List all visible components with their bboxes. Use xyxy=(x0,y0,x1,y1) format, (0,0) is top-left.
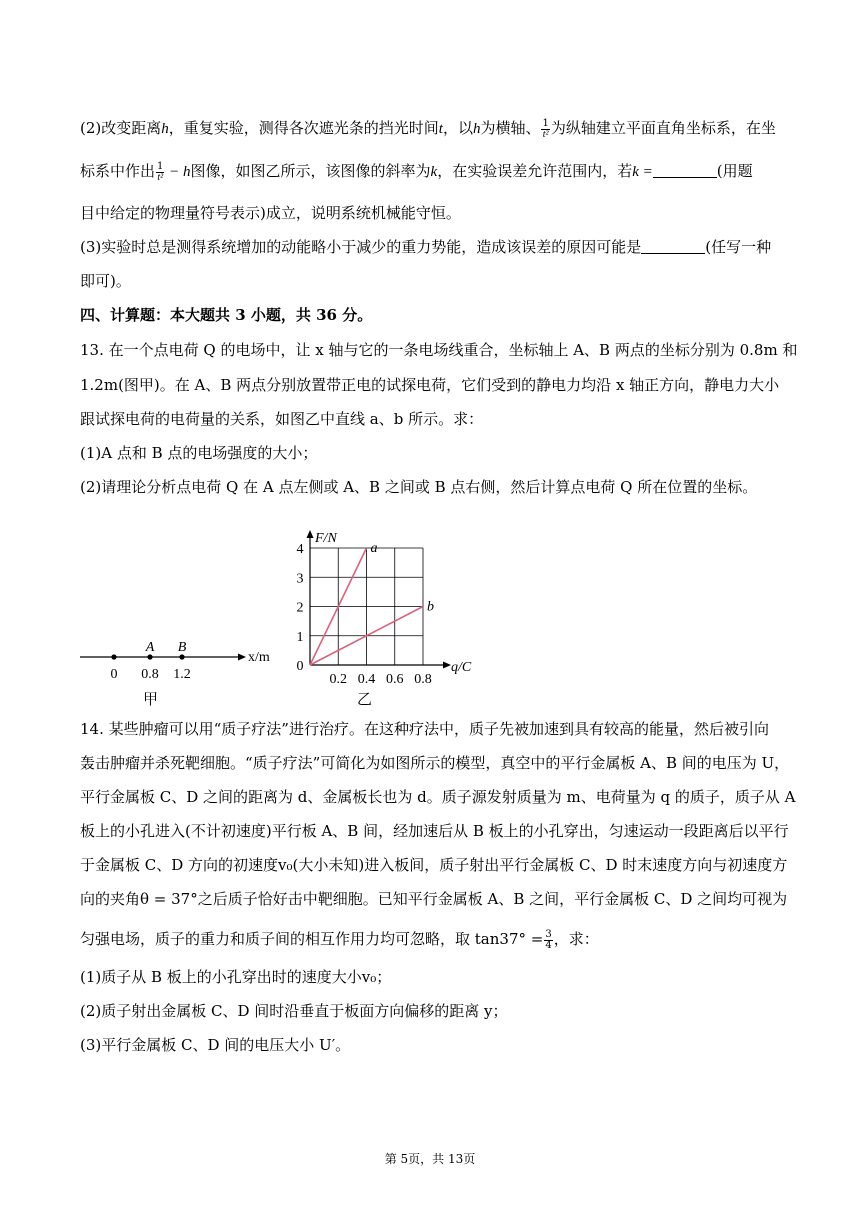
q13-part1: (1)A 点和 B 点的电场强度的大小； xyxy=(80,444,318,462)
answer-blank[interactable] xyxy=(653,162,717,178)
point-origin xyxy=(111,654,116,659)
q14-line6: 向的夹角θ = 37°之后质子恰好击中靶细胞。已知平行金属板 A、B 之间，平行金属板 C、D 之间均可视为 xyxy=(80,890,788,908)
q14-line4: 板上的小孔进入(不计初速度)平行板 A、B 间，经加速后从 B 板上的小孔穿出，匀速运动一段距离后以平行 xyxy=(80,822,789,840)
figure-yi-chart xyxy=(285,525,485,690)
text: (任写一种 xyxy=(705,238,772,256)
minus-h: − h xyxy=(165,164,191,180)
origin-label: 0 xyxy=(296,659,304,674)
series-label-b: b xyxy=(427,599,434,615)
figure-yi-caption: 乙 xyxy=(357,690,373,708)
q14-line3: 平行金属板 C、D 之间的距离为 d、金属板长也为 d。质子源发射质量为 m、电荷量为 q 的质子，质子从 A xyxy=(80,788,796,806)
q14-line1: 14. 某些肿瘤可以用“质子疗法”进行治疗。在这种疗法中，质子先被加速到具有较高的能量，然后被引向 xyxy=(80,720,769,738)
x-axis-arrow xyxy=(443,662,451,669)
text: (用题 xyxy=(716,162,753,180)
symbol-h: h xyxy=(161,121,169,137)
y-axis-arrow xyxy=(307,530,314,538)
x-axis-label: x/m xyxy=(248,650,270,665)
text: 图像，如图乙所示，该图像的斜率为 xyxy=(190,162,431,180)
q14-part3: (3)平行金属板 C、D 间的电压大小 U′。 xyxy=(80,1036,351,1054)
text: ，求： xyxy=(553,930,599,948)
q13-line3: 跟试探电荷的电荷量的关系，如图乙中直线 a、b 所示。求： xyxy=(80,410,484,428)
symbol-k: k xyxy=(430,164,438,180)
text: 标系中作出 xyxy=(80,162,156,180)
text: ，重复实验，测得各次遮光条的挡光时间 xyxy=(168,119,439,137)
figure-jia-caption: 甲 xyxy=(143,690,159,708)
y-tick-label: 4 xyxy=(296,542,304,557)
q14-line7 xyxy=(80,928,599,951)
q14-line5: 于金属板 C、D 方向的初速度v₀(大小未知)进入板间，质子射出平行金属板 C、D 时末速度方向与初速度方 xyxy=(80,856,788,874)
series-label-a: a xyxy=(370,541,378,556)
text: (2)改变距离 xyxy=(80,119,162,137)
x-tick-label: 0.4 xyxy=(357,672,376,687)
x-axis-arrow xyxy=(238,654,246,661)
q13-line2: 1.2m(图甲)。在 A、B 两点分别放置带正电的试探电荷，它们受到的静电力均沿 x 轴正方向，静电力大小 xyxy=(80,376,780,394)
q12-part2-line2 xyxy=(80,160,753,183)
y-axis-label: F/N xyxy=(315,531,337,546)
y-tick-label: 2 xyxy=(296,600,304,616)
q14-part2: (2)质子射出金属板 C、D 间时沿垂直于板面方向偏移的距离 y； xyxy=(80,1002,508,1020)
text: ，以 xyxy=(442,119,473,137)
x-axis-label: q/C xyxy=(451,660,472,675)
x-tick-label: 0.6 xyxy=(386,672,404,687)
fraction-3-over-4: $\frac{3}{4}$ xyxy=(545,928,552,951)
text: ，在实验误差允许范围内，若 xyxy=(437,162,633,180)
label-B: B xyxy=(177,640,187,655)
text: 匀强电场，质子的重力和质子间的相互作用力均可忽略，取 tan37° = xyxy=(80,930,544,948)
text: (3)实验时总是测得系统增加的动能略小于减少的重力势能，造成该误差的原因可能是 xyxy=(80,238,642,256)
q12-part3-line1 xyxy=(80,236,771,258)
section-heading: 四、计算题：本大题共 3 小题，共 36 分。 xyxy=(80,306,373,324)
page-footer: 第 5页，共 13页 xyxy=(384,1152,476,1166)
text: 为横轴、 xyxy=(480,119,541,137)
symbol-h: h xyxy=(472,121,481,137)
text: 为纵轴建立平面直角坐标系，在坐 xyxy=(550,119,776,137)
q12-part2-line1 xyxy=(80,117,776,140)
k-equals: k = xyxy=(632,164,653,180)
tick-0.8: 0.8 xyxy=(141,667,159,682)
q12-part3-line2: 即可)。 xyxy=(80,272,131,290)
figure-jia-number-line xyxy=(78,630,288,690)
q14-line2: 轰击肿瘤并杀死靶细胞。“质子疗法”可简化为如图所示的模型，真空中的平行金属板 A、B 间的电压为 U， xyxy=(80,754,790,772)
q14-part1: (1)质子从 B 板上的小孔穿出时的速度大小v₀； xyxy=(80,968,392,986)
tick-1.2: 1.2 xyxy=(173,667,191,682)
x-tick-label: 0.2 xyxy=(329,672,347,687)
fraction-1-over-t2: $\frac{1}{\text{t²}}$ xyxy=(157,160,164,183)
point-A xyxy=(147,654,152,659)
y-tick-label: 3 xyxy=(296,571,304,587)
q13-part2: (2)请理论分析点电荷 Q 在 A 点左侧或 A、B 之间或 B 点右侧，然后计算点电荷 Q 所在位置的坐标。 xyxy=(80,478,758,496)
q13-line1: 13. 在一个点电荷 Q 的电场中，让 x 轴与它的一条电场线重合，坐标轴上 A、B 两点的坐标分别为 0.8m 和 xyxy=(80,341,798,359)
point-B xyxy=(179,654,184,659)
tick-0: 0 xyxy=(110,667,118,682)
answer-blank[interactable] xyxy=(641,238,705,254)
x-tick-label: 0.8 xyxy=(414,672,432,687)
symbol-t: t xyxy=(438,121,443,137)
q12-part2-line3: 目中给定的物理量符号表示)成立，说明系统机械能守恒。 xyxy=(80,204,461,222)
fraction-1-over-t2: $\frac{1}{\text{t²}}$ xyxy=(542,117,549,140)
y-tick-label: 1 xyxy=(296,629,304,645)
label-A: A xyxy=(145,640,155,655)
